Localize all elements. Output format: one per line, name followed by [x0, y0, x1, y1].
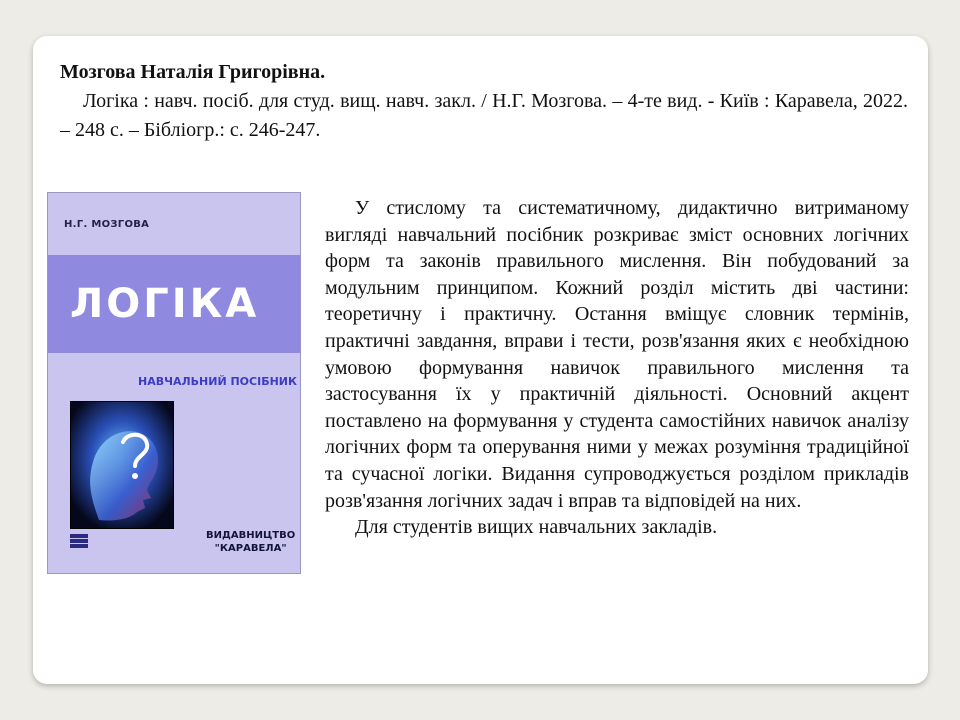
- cover-subtitle: НАВЧАЛЬНИЙ ПОСІБНИК: [138, 375, 297, 388]
- bibliographic-record: [60, 58, 908, 145]
- book-cover: [48, 193, 300, 573]
- author-name: Мозгова Наталія Григорівна.: [60, 61, 326, 83]
- citation-text: Логіка : навч. посіб. для студ. вищ. навч. закл. / Н.Г. Мозгова. – 4-те вид. - Київ : Каравела, 2022. – 248 с. – Бібліогр.: с. 246-247.: [60, 90, 908, 141]
- cover-author: Н.Г. МОЗГОВА: [64, 219, 150, 230]
- head-question-mark-icon: [70, 401, 174, 529]
- cover-publisher-line1: ВИДАВНИЦТВО: [206, 530, 296, 541]
- book-annotation: [325, 195, 909, 541]
- cover-publisher: [206, 529, 295, 555]
- publisher-logo-icon: [70, 533, 88, 547]
- cover-publisher-line2: "КАРАВЕЛА": [214, 543, 287, 554]
- annotation-paragraph-1: У стислому та систематичному, дидактично витриманому вигляді навчальний посібник розкриває зміст основних логічних форм та законів правильного мислення. Він побудований за модульним принципом. Кожний розділ містить дві частини: теоретичну і практичну. Остання вміщує словник термінів, практичні завдання, вправи і тести, розв'язання яких є необхідною умовою формування навичок правильного мислення та застосування їх у практичній діяльності. Основний акцент поставлено на формування у студента самостійних навичок аналізу логічних форм та оперування ними у межах розуміння традиційної та сучасної логіки. Видання супроводжується розділом прикладів розв'язання логічних задач і вправ та відповідей на них.: [325, 197, 909, 512]
- cover-title: ЛОГІКА: [70, 281, 260, 327]
- annotation-paragraph-2: Для студентів вищих навчальних закладів.: [355, 516, 718, 539]
